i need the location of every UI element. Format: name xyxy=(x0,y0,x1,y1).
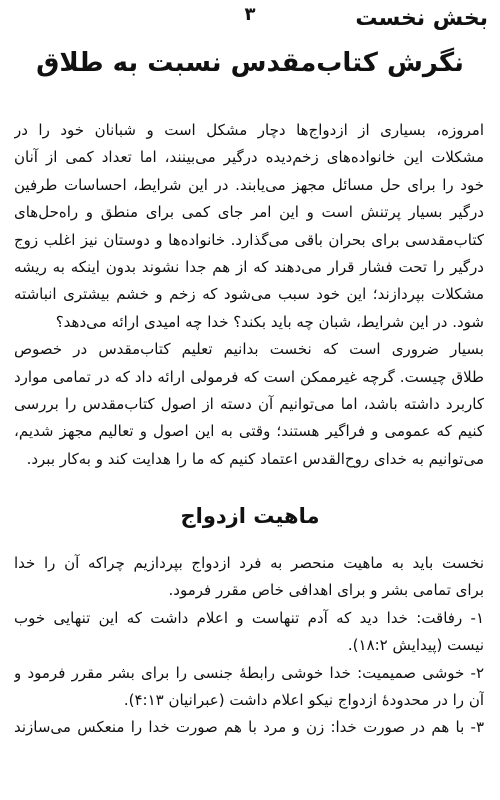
page-number: ۳ xyxy=(244,4,256,25)
text-line: کنیم که عمومی و فراگیر هستند؛ وقتی به این اصول و تعالیم مجهز شدیم، xyxy=(14,422,484,441)
text-line: امروزه، بسیاری از ازدواج‌ها دچار مشکل است و شبانان خود را در xyxy=(14,121,484,139)
text-line: طلاق چیست. گرچه غیرممکن است که فرمولی ارائه داد که در تمامی موارد xyxy=(14,367,484,386)
text-line: نخست باید به ماهیت منحصر به فرد ازدواج بپردازیم چراکه آن را خدا xyxy=(14,554,484,572)
section-heading: ماهیت ازدواج xyxy=(180,504,320,528)
text-line: خود را برای حل مسائل مجهز می‌یابند. در این شرایط، احساسات طرفین xyxy=(14,175,484,194)
text-line: آن را در محدودهٔ ازدواج نیکو اعلام داشت (عبرانیان ۴:۱۳). xyxy=(123,690,484,709)
text-line: درگیر بسیار پرتنش است و این امر جای کمی برای منطق و راه‌حل‌های xyxy=(14,203,484,222)
text-line: کاربرد داشته باشد، اما می‌توانیم آن دسته از اصول کتاب‌مقدس را بررسی xyxy=(14,394,484,413)
text-line: ۲- خوشی صمیمیت: خدا خوشی رابطهٔ جنسی را برای بشر مقرر فرمود و xyxy=(14,663,484,682)
text-line: شود. در این شرایط، شبان چه باید بکند؟ خدا چه امیدی ارائه می‌دهد؟ xyxy=(55,312,484,331)
text-line: بسیار ضروری است که نخست بدانیم تعلیم کتاب‌مقدس در خصوص xyxy=(14,340,484,359)
marriage-paragraphs xyxy=(14,550,484,742)
text-line: مشکلات بپردازند؛ این خود سبب می‌شود که زخم و خشم بیشتری انباشته xyxy=(14,285,484,304)
text-line: برای تمامی بشر و برای اهدافی خاص مقرر فرمود. xyxy=(168,581,484,600)
text-line: ۳- با هم در صورت خدا: زن و مرد با هم صورت خدا را منعکس می‌سازند xyxy=(14,718,484,737)
text-line: کتاب‌مقدسی برای بحران باقی می‌گذارد. خانواده‌ها و دوستان نیز اغلب زوج xyxy=(14,230,484,249)
text-line: نیست (پیدایش ۱۸:۲). xyxy=(347,636,484,655)
text-line: ۱- رفاقت: خدا دید که آدم تنهاست و اعلام داشت که این تنهایی خوب xyxy=(14,608,484,627)
section-label: بخش نخست xyxy=(355,6,488,31)
text-line: می‌توانیم به خدای روح‌القدس اعتماد کنیم که ما را هدایت کند و به‌کار ببرد. xyxy=(26,449,484,468)
intro-paragraphs xyxy=(14,117,484,473)
text-line: مشکلات این خانواده‌های زخم‌دیده درگیر می‌بینند، اما تعداد کمی از آنان xyxy=(14,148,484,167)
chapter-title: نگرش کتاب‌مقدس نسبت به طلاق xyxy=(36,48,464,78)
text-line: درگیر را تحت فشار قرار می‌دهند که از هم جدا نشوند بدون اینکه به ریشه xyxy=(14,257,484,276)
